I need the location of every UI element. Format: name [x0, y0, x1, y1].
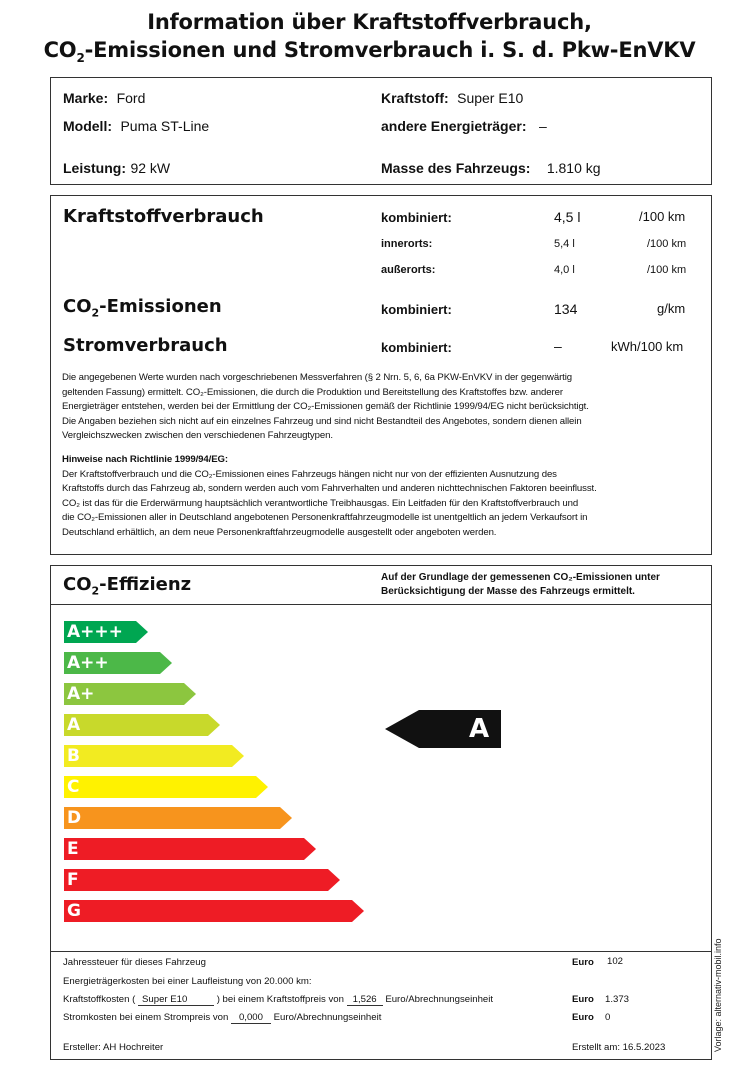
kraft-fuel: Super E10	[138, 994, 214, 1006]
kraftstoffkosten-row	[63, 994, 493, 1006]
steuer-label: Jahressteuer für dieses Fahrzeug	[63, 957, 206, 968]
efficiency-basis	[381, 571, 660, 599]
page-subtitle	[0, 36, 739, 72]
strom-value: –	[554, 338, 562, 354]
kraft-text-b: ) bei einem Kraftstoffpreis von	[216, 994, 344, 1005]
innerorts-unit: /100 km	[647, 238, 687, 250]
efficiency-title	[63, 574, 191, 598]
subtitle-rest: -Emissionen und Stromverbrauch i. S. d. Pkw-EnVKV	[84, 38, 696, 62]
note-line: Kraftstoffs durch das Fahrzeug ab, sondern werden auch vom Fahrverhalten und anderen nichttechnischen Faktoren beeinflusst.	[62, 483, 597, 495]
efficiency-class-label: E	[67, 839, 79, 859]
modell-label: Modell:	[63, 118, 112, 134]
kombiniert-unit: /100 km	[639, 209, 686, 224]
efficiency-class-bar	[64, 745, 244, 767]
efficiency-class-label: A+	[67, 684, 95, 704]
eff-title-co: CO	[63, 574, 92, 595]
andere-row	[381, 118, 547, 136]
kraftstoff-row	[381, 90, 523, 108]
co2-kombiniert-label: kombiniert:	[381, 302, 452, 317]
kraft-text-a: Kraftstoffkosten (	[63, 994, 136, 1005]
efficiency-class-bar	[64, 714, 220, 736]
efficiency-class-bar	[64, 838, 316, 860]
efficiency-class-label: G	[67, 901, 81, 921]
efficiency-class-label: A++	[67, 653, 109, 673]
costs-divider	[51, 951, 711, 952]
vehicle-info-box	[50, 77, 712, 185]
strom-text-a: Stromkosten bei einem Strompreis von	[63, 1012, 229, 1023]
innerorts-value: 5,4 l	[554, 238, 575, 250]
stromverbrauch-title: Stromverbrauch	[63, 335, 228, 356]
consumption-box	[50, 195, 712, 555]
class-arrow-shape	[64, 776, 268, 798]
kraftstoff-value: Super E10	[457, 90, 524, 106]
steuer-value: 102	[607, 956, 624, 967]
kraftstoffverbrauch-title: Kraftstoffverbrauch	[63, 206, 264, 227]
ausserorts-value: 4,0 l	[554, 264, 575, 276]
eff-title-sub: 2	[91, 584, 100, 598]
current-class-label: A	[469, 714, 490, 744]
masse-row	[381, 160, 601, 178]
efficiency-scale	[64, 621, 384, 941]
steuer-currency: Euro	[572, 957, 594, 968]
strom-currency: Euro	[572, 1012, 594, 1023]
marke-label: Marke:	[63, 90, 109, 106]
innerorts-label: innerorts:	[381, 238, 433, 250]
strom-unit: kWh/100 km	[611, 339, 684, 354]
efficiency-class-label: A+++	[67, 622, 123, 642]
stromkosten-row	[63, 1012, 381, 1024]
energie-label: Energieträgerkosten bei einer Laufleistung von 20.000 km:	[63, 976, 312, 987]
measurement-note	[62, 371, 707, 541]
note-line: Die Angaben beziehen sich nicht auf ein einzelnes Fahrzeug und sind nicht Bestandteil des Angebotes, sondern dienen allein	[62, 415, 582, 427]
watermark: Vorlage: alternativ-mobil.info	[713, 938, 723, 1052]
efficiency-class-label: F	[67, 870, 79, 890]
leistung-row	[63, 160, 170, 178]
kraft-text-c: Euro/Abrechnungseinheit	[385, 994, 494, 1005]
note-line: Die angegebenen Werte wurden nach vorgeschriebenen Messverfahren (§ 2 Nrn. 5, 6, 6a PKW-EnVKV in der gegenwärtig	[62, 372, 573, 383]
note-line: Energieträger entstehen, werden bei der Ermittlung der CO₂-Emissionen gemäß der Richtlinie 1999/94/EG nicht berücksichtigt.	[62, 401, 589, 413]
kraftstoff-label: Kraftstoff:	[381, 90, 449, 106]
page-title: Information über Kraftstoffverbrauch,	[147, 10, 592, 34]
masse-value: 1.810 kg	[546, 160, 601, 176]
andere-label: andere Energieträger:	[381, 118, 527, 134]
modell-value: Puma ST-Line	[120, 118, 210, 134]
efficiency-class-bar	[64, 776, 268, 798]
note-line: Der Kraftstoffverbrauch und die CO₂-Emissionen eines Fahrzeugs hängen nicht nur von der effizienten Ausnutzung des	[62, 468, 557, 480]
co2-title-sub: 2	[91, 306, 100, 320]
subtitle-sub: 2	[76, 51, 85, 66]
kraft-currency: Euro	[572, 994, 594, 1005]
strom-text-b: Euro/Abrechnungseinheit	[273, 1012, 382, 1023]
efficiency-class-bar	[64, 807, 292, 829]
kraft-value: 1.373	[605, 994, 630, 1005]
co2-emissionen-title	[63, 296, 222, 320]
efficiency-class-label: C	[67, 777, 80, 797]
co2-value: 134	[554, 301, 578, 317]
strom-price: 0,000	[231, 1012, 271, 1024]
marke-value: Ford	[116, 90, 146, 106]
note-line: geltenden Fassung) ermittelt. CO₂-Emissionen, die durch die Produktion und Bereitstellung des Kraftstoffes bzw. anderer	[62, 386, 563, 398]
kombiniert-value: 4,5 l	[554, 209, 581, 225]
ersteller: Ersteller: AH Hochreiter	[63, 1042, 164, 1053]
strom-cost-value: 0	[605, 1012, 611, 1023]
note-line: Vergleichszwecken zwischen den verschiedenen Fahrzeugtypen.	[62, 430, 333, 442]
class-arrow-shape	[64, 900, 364, 922]
efficiency-class-bar	[64, 621, 148, 643]
efficiency-class-bar	[64, 900, 364, 922]
modell-row	[63, 118, 209, 136]
erstellt-am: Erstellt am: 16.5.2023	[572, 1042, 666, 1053]
efficiency-class-bar	[64, 869, 340, 891]
efficiency-box	[50, 565, 712, 1060]
efficiency-class-label: B	[67, 746, 80, 766]
marke-row	[63, 90, 145, 108]
efficiency-class-label: A	[67, 715, 81, 735]
note-line: CO₂ ist das für die Erderwärmung hauptsächlich verantwortliche Treibhausgas. Ein Leitfaden für den Kraftstoffverbrauch und	[62, 497, 579, 509]
co2-unit: g/km	[657, 301, 686, 316]
efficiency-class-label: D	[67, 808, 82, 828]
leistung-label: Leistung:	[63, 160, 126, 176]
andere-value: –	[538, 118, 547, 134]
strom-kombiniert-label: kombiniert:	[381, 340, 452, 355]
note-line: die CO₂-Emissionen aller in Deutschland angebotenen Personenkraftfahrzeugmodelle ist unentgeltlich an jedem Verkaufsort in	[62, 512, 588, 524]
leistung-value: 92 kW	[130, 160, 171, 176]
kombiniert-label: kombiniert:	[381, 210, 452, 225]
class-arrow-shape	[64, 714, 220, 736]
eff-title-rest: -Effizienz	[99, 574, 192, 595]
current-class-arrow	[385, 710, 501, 748]
basis-line: Auf der Grundlage der gemessenen CO₂-Emissionen unter	[381, 572, 660, 583]
efficiency-class-bar	[64, 652, 172, 674]
ausserorts-label: außerorts:	[381, 264, 436, 276]
co2-title-co: CO	[63, 296, 92, 317]
kraft-price: 1,526	[347, 994, 383, 1006]
efficiency-header	[51, 566, 711, 605]
note-line: Deutschland erhältlich, an dem neue Personenkraftfahrzeugmodelle ausgestellt oder angeboten werden.	[62, 526, 497, 538]
subtitle-co: CO	[43, 38, 77, 62]
class-arrow-shape	[64, 807, 292, 829]
directive-heading: Hinweise nach Richtlinie 1999/94/EG:	[62, 453, 228, 465]
efficiency-class-bar	[64, 683, 196, 705]
co2-title-rest: -Emissionen	[99, 296, 222, 317]
class-arrow-shape	[64, 745, 244, 767]
masse-label: Masse des Fahrzeugs:	[381, 160, 531, 176]
basis-line: Berücksichtigung der Masse des Fahrzeugs ermittelt.	[381, 586, 635, 597]
class-arrow-shape	[64, 838, 316, 860]
class-arrow-shape	[64, 869, 340, 891]
ausserorts-unit: /100 km	[647, 264, 687, 276]
